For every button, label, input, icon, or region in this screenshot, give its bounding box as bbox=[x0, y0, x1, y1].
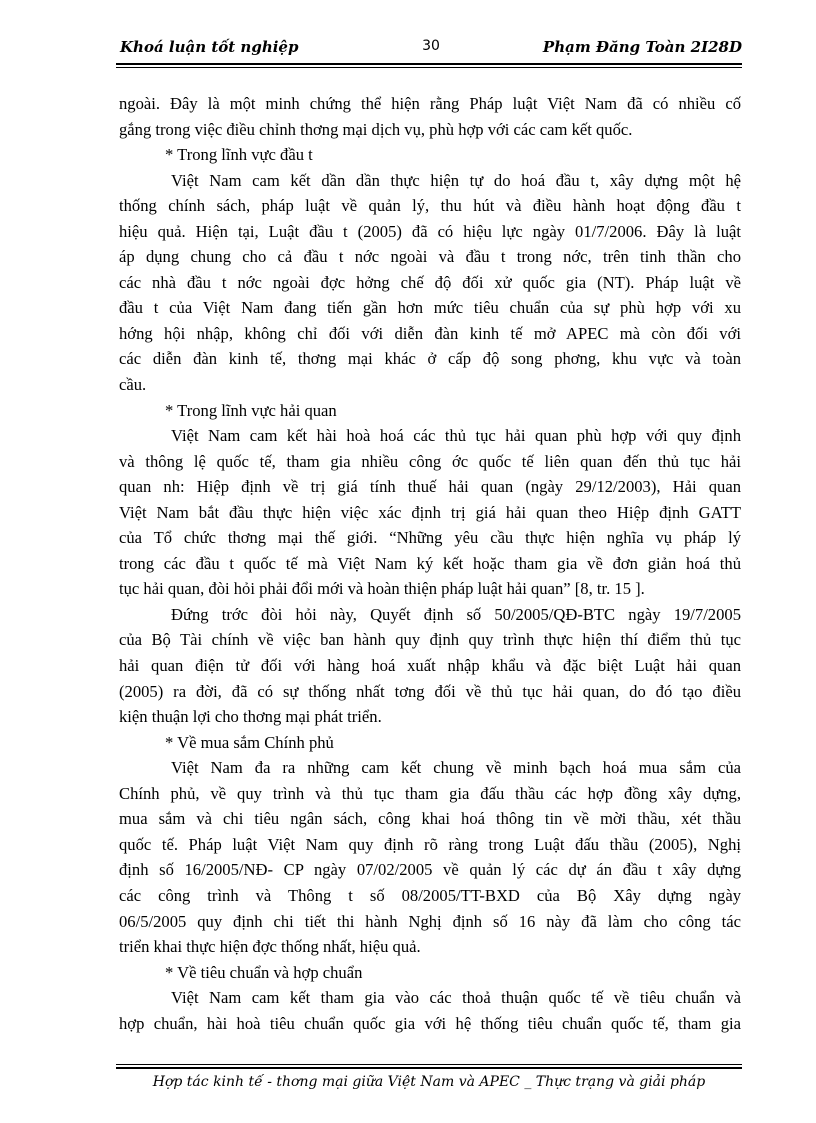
text-line: (2005) ra đời, đã có sự thống nhất tơng đối về thủ tục hải quan, do đó tạo điều bbox=[119, 681, 741, 701]
footer-rule bbox=[116, 1067, 742, 1069]
text-line: áp dụng chung cho cả đầu t nớc ngoài và đầu t trong nớc, trên tinh thần cho bbox=[119, 247, 741, 267]
header-author: Phạm Đăng Toàn 2I28D bbox=[542, 38, 742, 56]
text-line: các nhà đầu t nớc ngoài đợc hởng chế độ đối xử quốc gia (NT). Pháp luật về bbox=[119, 272, 741, 292]
section-heading-standards: * Về tiêu chuẩn và hợp chuẩn bbox=[165, 962, 363, 982]
body-text bbox=[119, 91, 741, 1036]
header-rule-thin bbox=[116, 67, 742, 68]
text-line: và thông lệ quốc tế, tham gia nhiều công ớc quốc tế liên quan đến thủ tục hải bbox=[119, 451, 741, 471]
text-line: Việt Nam cam kết dần dần thực hiện tự do hoá đầu t, xây dựng một hệ bbox=[171, 170, 741, 190]
text-line: triển khai thực hiện đợc thống nhất, hiệu quả. bbox=[119, 937, 421, 957]
text-line: hiệu quả. Hiện tại, Luật đầu t (2005) đã có hiệu lực ngày 01/7/2006. Đây là luật bbox=[119, 221, 741, 241]
text-line: Việt Nam cam kết hài hoà hoá các thủ tục hải quan phù hợp với quy định bbox=[171, 426, 741, 446]
text-line: hợp chuẩn, hài hoà tiêu chuẩn quốc gia với hệ thống tiêu chuẩn quốc tế, tham gia bbox=[119, 1013, 741, 1033]
text-line: Chính phủ, về quy trình và thủ tục tham gia đấu thầu các hợp đồng xây dựng, bbox=[119, 783, 741, 803]
text-line: gắng trong việc điều chỉnh thơng mại dịch vụ, phù hợp với các cam kết quốc. bbox=[119, 119, 633, 139]
footer-rule-thin bbox=[116, 1064, 742, 1065]
text-line: của Tổ chức thơng mại thế giới. “Những yêu cầu thực hiện nghĩa vụ pháp lý bbox=[119, 528, 741, 548]
text-line: mua sắm và chi tiêu ngân sách, công khai hoá thông tin về mời thầu, xét thầu bbox=[119, 809, 741, 829]
page-header bbox=[120, 38, 742, 64]
section-heading-customs: * Trong lĩnh vực hải quan bbox=[165, 400, 337, 420]
text-line: ngoài. Đây là một minh chứng thể hiện rằng Pháp luật Việt Nam đã có nhiều cố bbox=[119, 94, 741, 113]
text-line: của Bộ Tài chính về việc ban hành quy định quy trình thực hiện thí điểm thủ tục bbox=[119, 630, 741, 650]
text-line: các công trình và Thông t số 08/2005/TT-BXD của Bộ Xây dựng ngày bbox=[119, 885, 741, 905]
text-line: Việt Nam cam kết tham gia vào các thoả thuận quốc tế về tiêu chuẩn và bbox=[171, 988, 741, 1008]
text-line: cầu. bbox=[119, 375, 147, 395]
text-line: trong các đầu t quốc tế mà Việt Nam ký kết hoặc tham gia về đơn giản hoá thủ bbox=[119, 553, 741, 573]
text-line: hớng hội nhập, không chỉ đối với diễn đàn kinh tế mở APEC mà còn đối với bbox=[119, 323, 741, 343]
text-line: định số 16/2005/NĐ- CP ngày 07/02/2005 về quản lý các dự án đầu t xây dựng bbox=[119, 860, 741, 880]
page-footer: Hợp tác kinh tế - thơng mại giữa Việt Nam và APEC _ Thực trạng và giải pháp bbox=[152, 1074, 706, 1090]
text-line: kiện thuận lợi cho thơng mại phát triển. bbox=[119, 707, 382, 727]
text-line: đầu t của Việt Nam đang tiến gần hơn mức tiêu chuẩn của sự phù hợp với xu bbox=[119, 298, 741, 318]
text-line: Việt Nam đa ra những cam kết chung về minh bạch hoá mua sắm của bbox=[171, 758, 741, 778]
text-line: quan nh: Hiệp định về trị giá tính thuế hải quan (ngày 29/12/2003), Hải quan bbox=[119, 477, 741, 497]
section-heading-investment: * Trong lĩnh vực đầu t bbox=[165, 145, 313, 165]
text-line: 06/5/2005 quy định chi tiết thi hành Nghị định số 16 này đã làm cho công tác bbox=[119, 911, 741, 931]
text-line: tục hải quan, đòi hỏi phải đổi mới và hoàn thiện pháp luật hải quan” [8, tr. 15 ]. bbox=[119, 579, 645, 599]
section-heading-procurement: * Về mua sắm Chính phủ bbox=[165, 732, 334, 752]
header-thesis-title: Khoá luận tốt nghiệp bbox=[120, 38, 299, 56]
text-line: quốc tế. Pháp luật Việt Nam quy định rõ ràng trong Luật đấu thầu (2005), Nghị bbox=[119, 834, 741, 854]
text-line: hải quan điện tử đối với hàng hoá xuất nhập khẩu và đặc biệt Luật hải quan bbox=[119, 656, 741, 676]
page-number: 30 bbox=[422, 38, 440, 54]
header-rule bbox=[116, 63, 742, 65]
text-line: thống chính sách, pháp luật về quản lý, thu hút và điều hành hoạt động đầu t bbox=[119, 196, 741, 216]
text-line: Đứng trớc đòi hỏi này, Quyết định số 50/2005/QĐ-BTC ngày 19/7/2005 bbox=[171, 604, 741, 624]
text-line: Việt Nam bắt đầu thực hiện việc xác định trị giá hải quan theo Hiệp định GATT bbox=[119, 502, 741, 522]
text-line: các diễn đàn kinh tế, thơng mại khác ở cấp độ song phơng, khu vực và toàn bbox=[119, 349, 741, 369]
